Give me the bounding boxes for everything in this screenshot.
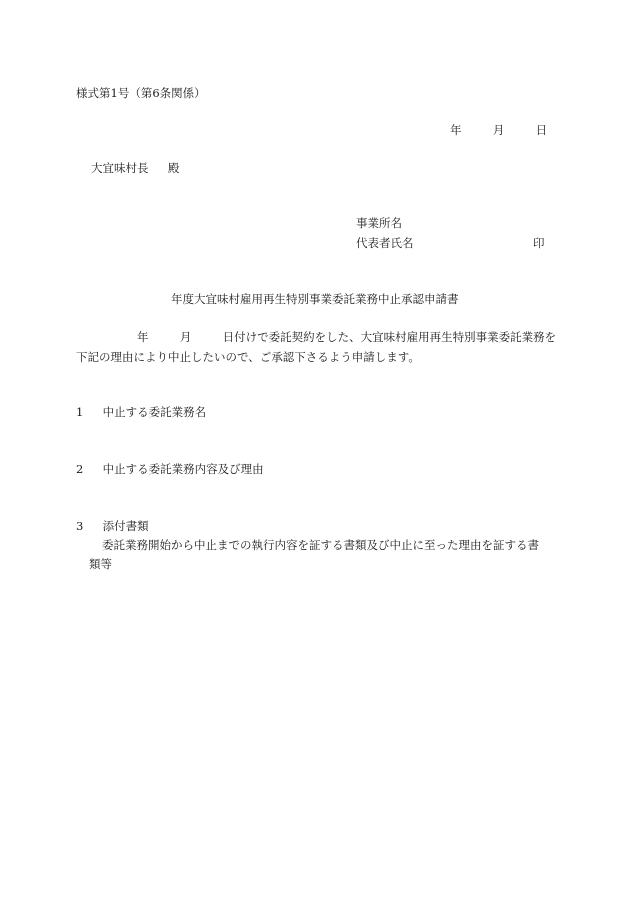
date-month: 月 — [492, 123, 505, 137]
body-line-1-text: 日付けで委託契約をした、大宜味村雇用再生特別事業委託業務を — [222, 330, 557, 344]
representative-name-label: 代表者氏名 — [356, 236, 414, 250]
body-line-1 — [137, 332, 556, 344]
section-2 — [76, 464, 264, 476]
seal-mark: 印 — [533, 236, 545, 250]
section-label: 中止する委託業務名 — [102, 405, 207, 419]
section-3 — [76, 521, 149, 533]
document-title: 年度大宜味村雇用再生特別事業委託業務中止承認申請書 — [171, 292, 459, 306]
addressee — [91, 163, 179, 175]
section-number: 1 — [76, 405, 84, 419]
body-line-2: 下記の理由により中止したいので、ご承認下さるよう申請します。 — [76, 350, 420, 364]
body-year: 年 — [137, 330, 149, 344]
attachment-line-1: 委託業務開始から中止までの執行内容を証する書類及び中止に至った理由を証する書 — [102, 538, 539, 552]
section-label: 添付書類 — [102, 519, 149, 533]
office-name-label: 事業所名 — [356, 216, 402, 230]
section-1 — [76, 407, 206, 419]
body-month: 月 — [179, 330, 192, 344]
date-year: 年 — [450, 123, 462, 137]
date-line — [450, 125, 547, 137]
section-label: 中止する委託業務内容及び理由 — [102, 462, 264, 476]
section-number: 2 — [76, 462, 84, 476]
date-day: 日 — [535, 123, 548, 137]
attachment-line-2: 類等 — [89, 557, 112, 571]
section-number: 3 — [76, 519, 84, 533]
form-number: 様式第1号（第6条関係） — [76, 86, 206, 100]
addressee-name: 大宜味村長 — [91, 161, 149, 175]
addressee-honorific: 殿 — [167, 161, 180, 175]
